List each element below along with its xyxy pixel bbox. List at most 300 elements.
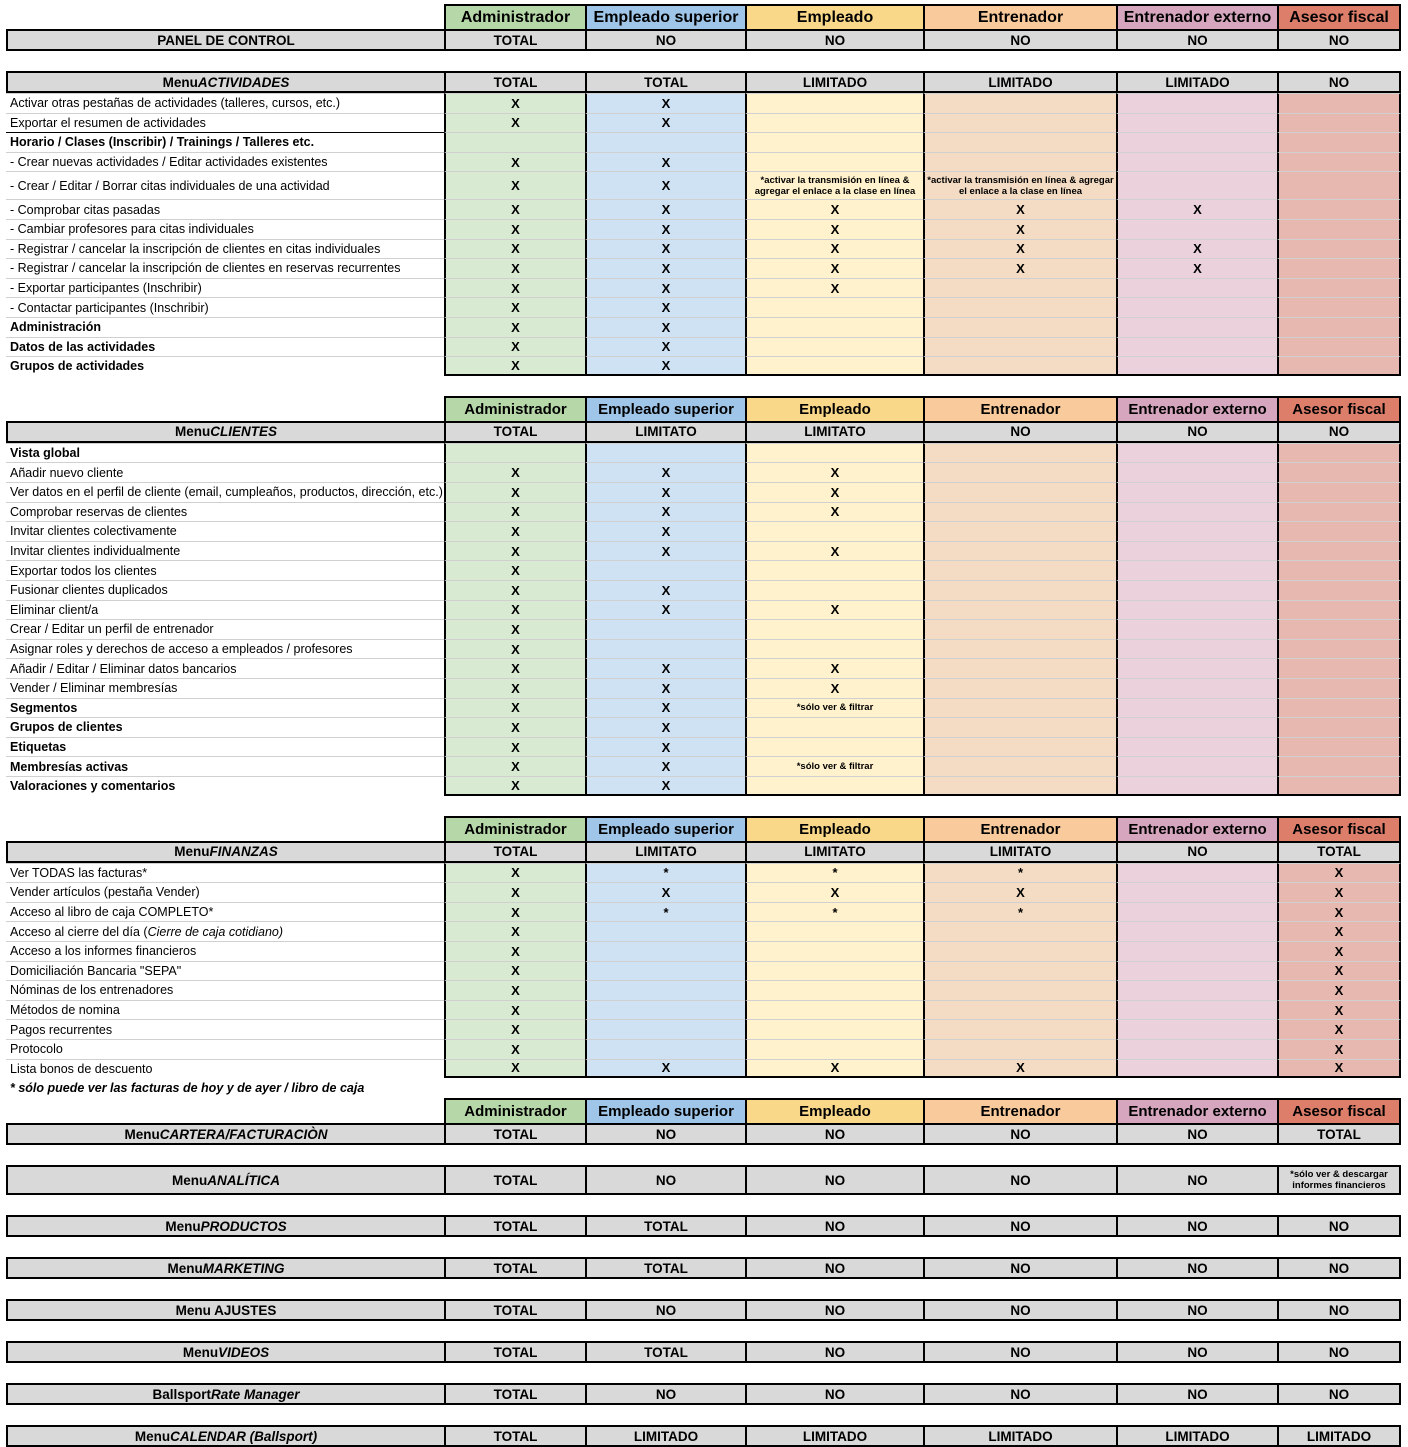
section-access-level: NO [745,1123,923,1145]
section-access-level: TOTAL [444,29,585,51]
section-access-level: NO [1116,1123,1277,1145]
permission-cell [585,560,745,580]
permission-label: Nóminas de los entrenadores [6,980,444,1000]
permission-check: X [1277,921,1401,941]
permission-cell [1116,580,1277,600]
permission-label: Protocolo [6,1039,444,1059]
permission-cell: * [745,863,923,883]
permission-label: Añadir / Editar / Eliminar datos bancarios [6,658,444,678]
permission-cell [923,560,1116,580]
permission-cell [1277,737,1401,757]
permission-label: - Registrar / cancelar la inscripción de clientes en reservas recurrentes [6,258,444,278]
permission-cell [745,1019,923,1039]
permission-note: *sólo ver & filtrar [745,756,923,776]
permission-check: X [1116,258,1277,278]
permission-cell [923,776,1116,796]
permission-cell [923,132,1116,152]
permission-label: - Cambiar profesores para citas individuales [6,219,444,239]
permission-check: X [444,678,585,698]
section-access-level: NO [1116,841,1277,863]
section-menu-label: Menu CARTERA/FACTURACIÒN [6,1123,444,1145]
permission-cell [745,580,923,600]
permission-cell [1116,882,1277,902]
permission-cell [1116,356,1277,376]
section-menu-label: Menu VIDEOS [6,1341,444,1363]
section-access-level: TOTAL [585,1257,745,1279]
permission-check: X [1277,980,1401,1000]
permission-cell [923,93,1116,113]
permission-cell [1277,776,1401,796]
section-access-level: NO [923,1299,1116,1321]
permission-cell [745,113,923,133]
section-access-level: NO [923,1341,1116,1363]
permission-check: X [745,502,923,522]
permission-cell [1277,258,1401,278]
permission-cell [1277,219,1401,239]
section-access-level: TOTAL [444,1341,585,1363]
permission-check: X [444,698,585,718]
permission-check: X [444,619,585,639]
permission-cell [585,619,745,639]
permission-label: Membresías activas [6,756,444,776]
permission-check: X [923,1059,1116,1079]
role-header-cell: Empleado superior [585,4,745,29]
section-menu-label: Menu MARKETING [6,1257,444,1279]
permission-check: X [444,1059,585,1079]
role-header-cell: Administrador [444,1098,585,1123]
permission-cell [1277,521,1401,541]
section-access-level: NO [745,1257,923,1279]
permission-label: Asignar roles y derechos de acceso a empleados / profesores [6,639,444,659]
permission-label: - Contactar participantes (Inschribir) [6,297,444,317]
section-access-level: LIMITADO [585,1425,745,1447]
role-header-cell: Empleado superior [585,396,745,421]
permission-cell [1277,443,1401,463]
permission-check: X [444,776,585,796]
permission-check: X [585,356,745,376]
permission-cell [923,1019,1116,1039]
permission-check: X [444,278,585,298]
section-menu-label: Menu AJUSTES [6,1299,444,1321]
permission-cell [745,152,923,172]
role-header-cell: Entrenador externo [1116,816,1277,841]
permission-check: X [444,980,585,1000]
permission-check: X [444,258,585,278]
permission-check: X [444,863,585,883]
permission-check: X [444,337,585,357]
permission-check: X [585,462,745,482]
permission-check: X [745,199,923,219]
permission-check: X [444,152,585,172]
section-access-level: TOTAL [444,1299,585,1321]
permission-check: X [585,600,745,620]
permission-cell [444,443,585,463]
permission-cell [1277,462,1401,482]
section-access-level: NO [585,1383,745,1405]
permission-label: Eliminar client/a [6,600,444,620]
section-access-level: TOTAL [1277,1123,1401,1145]
permission-check: X [444,756,585,776]
permission-cell [1116,482,1277,502]
permission-cell [1277,199,1401,219]
permission-cell [1277,171,1401,199]
permission-cell [745,737,923,757]
permission-check: X [444,239,585,259]
permission-label: Acceso al cierre del día ( Cierre de caja cotidiano) [6,921,444,941]
permission-check: X [585,482,745,502]
permission-check: X [585,199,745,219]
permission-cell [1116,961,1277,981]
section-access-level: LIMITADO [1277,1425,1401,1447]
role-header-cell: Empleado [745,1098,923,1123]
permission-check: X [745,882,923,902]
permission-cell [923,639,1116,659]
permission-cell [585,961,745,981]
section-access-level: NO [923,1215,1116,1237]
permission-cell [923,1039,1116,1059]
permission-check: X [444,317,585,337]
permission-label: Pagos recurrentes [6,1019,444,1039]
permission-cell [1277,502,1401,522]
permission-cell: * [585,902,745,922]
section-access-level: NO [1277,1341,1401,1363]
section-access-level: LIMITATO [923,841,1116,863]
permission-cell [1116,658,1277,678]
permission-check: X [444,219,585,239]
permission-label: Invitar clientes individualmente [6,541,444,561]
permission-cell [585,941,745,961]
permission-cell [923,462,1116,482]
permission-check: X [585,658,745,678]
permission-cell [923,356,1116,376]
section-menu-label: PANEL DE CONTROL [6,29,444,51]
section-access-level: LIMITADO [923,71,1116,93]
section-access-level: TOTAL [444,1123,585,1145]
section-access-level: NO [585,29,745,51]
permission-cell [1277,337,1401,357]
permission-check: X [585,113,745,133]
permission-cell [923,580,1116,600]
permission-check: X [444,1039,585,1059]
section-menu-label: Menu CLIENTES [6,421,444,443]
permission-label: Exportar todos los clientes [6,560,444,580]
section-access-level: TOTAL [444,841,585,863]
section-access-level: NO [923,29,1116,51]
permission-label: - Registrar / cancelar la inscripción de clientes en citas individuales [6,239,444,259]
permission-cell [1116,113,1277,133]
permission-cell [1116,337,1277,357]
section-access-level: TOTAL [444,1165,585,1195]
section-access-level: TOTAL [444,1425,585,1447]
permission-cell [745,132,923,152]
permission-cell [1277,239,1401,259]
permission-check: X [444,521,585,541]
permission-label: Acceso al libro de caja COMPLETO* [6,902,444,922]
permission-cell [1116,1039,1277,1059]
permission-check: X [444,93,585,113]
permission-check: X [923,882,1116,902]
permission-label: - Crear / Editar / Borrar citas individuales de una actividad [6,171,444,199]
role-header-cell: Entrenador externo [1116,396,1277,421]
permission-cell [1116,756,1277,776]
permission-cell [923,698,1116,718]
permission-label: Horario / Clases (Inscribir) / Trainings / Talleres etc. [6,132,444,152]
permission-label: Ver datos en el perfil de cliente (email, cumpleaños, productos, dirección, etc.) [6,482,444,502]
permission-cell [923,717,1116,737]
permission-cell [1116,541,1277,561]
permission-check: X [923,258,1116,278]
permission-cell [923,737,1116,757]
permission-check: X [745,482,923,502]
permission-check: X [585,1059,745,1079]
permission-cell [1116,443,1277,463]
section-access-level: LIMITADO [923,1425,1116,1447]
role-header-cell: Empleado superior [585,1098,745,1123]
permission-label: Datos de las actividades [6,337,444,357]
permission-cell: * [923,902,1116,922]
permission-cell [1116,521,1277,541]
permission-check: X [444,1019,585,1039]
section-access-level: NO [585,1165,745,1195]
permission-label: Exportar el resumen de actividades [6,113,444,133]
section-access-level: LIMITATO [585,421,745,443]
permission-check: X [745,219,923,239]
section-access-level: NO [1116,29,1277,51]
role-header-cell: Administrador [444,816,585,841]
permission-check: X [745,600,923,620]
permission-check: X [585,756,745,776]
permission-cell [745,717,923,737]
section-access-level: TOTAL [585,1341,745,1363]
permission-check: X [745,462,923,482]
section-access-level: NO [923,1257,1116,1279]
permission-check: X [444,717,585,737]
permission-cell [923,658,1116,678]
permission-check: X [444,580,585,600]
permission-check: X [745,678,923,698]
permission-cell [745,521,923,541]
permission-cell [745,776,923,796]
permission-check: X [444,199,585,219]
permission-cell [745,639,923,659]
section-access-level: TOTAL [585,1215,745,1237]
section-access-level: NO [1277,421,1401,443]
section-access-level: NO [1116,1299,1277,1321]
permission-cell [1277,356,1401,376]
permission-cell [585,1019,745,1039]
permission-check: X [585,297,745,317]
permission-cell [1277,482,1401,502]
permission-check: X [1116,199,1277,219]
permission-cell [1116,902,1277,922]
permission-check: X [444,961,585,981]
permission-check: X [585,776,745,796]
role-header-cell: Asesor fiscal [1277,396,1401,421]
permission-cell [1116,1059,1277,1079]
permission-check: X [585,171,745,199]
permission-cell [1116,462,1277,482]
section-access-level: NO [745,1341,923,1363]
permission-check: X [444,941,585,961]
permission-cell [745,560,923,580]
permission-cell [1116,639,1277,659]
section-access-level: NO [745,1215,923,1237]
permission-cell [745,337,923,357]
section-access-level: NO [1277,1383,1401,1405]
section-menu-label: Menu CALENDAR (Ballsport) [6,1425,444,1447]
permission-cell [444,132,585,152]
permission-check: X [585,278,745,298]
permission-cell [1116,619,1277,639]
role-header-cell: Asesor fiscal [1277,816,1401,841]
permission-check: X [923,239,1116,259]
section-access-level: TOTAL [444,1215,585,1237]
permission-check: X [444,658,585,678]
section-access-level: NO [1116,421,1277,443]
permission-cell [923,152,1116,172]
permission-cell [585,639,745,659]
permission-check: X [585,239,745,259]
permission-check: X [444,297,585,317]
permission-cell [745,961,923,981]
permission-label: Activar otras pestañas de actividades (talleres, cursos, etc.) [6,93,444,113]
permission-cell [1277,658,1401,678]
permission-cell [745,619,923,639]
permission-cell [745,1000,923,1020]
permission-label: Valoraciones y comentarios [6,776,444,796]
section-access-level: TOTAL [444,1383,585,1405]
permission-check: X [585,502,745,522]
permission-cell [923,317,1116,337]
permission-label: Administración [6,317,444,337]
permission-check: X [444,502,585,522]
permission-check: X [444,921,585,941]
section-access-level: NO [1277,1257,1401,1279]
permission-label: Domiciliación Bancaria "SEPA" [6,961,444,981]
section-access-level: NO [1116,1383,1277,1405]
permission-check: X [444,600,585,620]
permission-cell [745,980,923,1000]
permission-cell [745,93,923,113]
permission-label: Métodos de nomina [6,1000,444,1020]
permission-check: X [1277,941,1401,961]
permission-check: X [444,541,585,561]
permission-check: X [745,658,923,678]
permission-cell [745,443,923,463]
permission-cell [1277,93,1401,113]
role-header-cell: Entrenador [923,4,1116,29]
permission-cell [1277,756,1401,776]
permission-label: Comprobar reservas de clientes [6,502,444,522]
section-access-level: NO [1116,1215,1277,1237]
permission-cell [1116,776,1277,796]
permission-cell [1116,317,1277,337]
role-header-cell: Empleado superior [585,816,745,841]
permission-check: X [923,219,1116,239]
section-access-level: NO [923,1165,1116,1195]
permission-cell [923,678,1116,698]
permission-check: X [444,171,585,199]
permission-cell [1116,219,1277,239]
permission-cell [1277,317,1401,337]
permission-cell [1116,297,1277,317]
permission-cell: * [923,863,1116,883]
section-access-level: TOTAL [1277,841,1401,863]
permission-check: X [585,219,745,239]
permission-cell [1277,132,1401,152]
permission-check: X [444,482,585,502]
permission-cell [585,443,745,463]
section-access-level: NO [745,1299,923,1321]
permission-check: X [585,152,745,172]
permission-check: X [585,337,745,357]
section-access-level: NO [745,1165,923,1195]
permission-cell [1116,863,1277,883]
permission-check: X [585,882,745,902]
permission-cell [1116,278,1277,298]
permission-cell [1116,560,1277,580]
section-access-level: LIMITATO [745,421,923,443]
permission-check: X [585,737,745,757]
permission-check: X [585,698,745,718]
section-menu-label: Menu ACTIVIDADES [6,71,444,93]
permission-cell [745,297,923,317]
section-access-level: NO [745,29,923,51]
permission-cell [923,941,1116,961]
section-access-level: NO [585,1299,745,1321]
permission-cell [1116,1000,1277,1020]
section-access-level: *sólo ver & descargar informes financieros [1277,1165,1401,1195]
permission-cell [1116,1019,1277,1039]
role-header-cell: Asesor fiscal [1277,4,1401,29]
permission-label: Grupos de clientes [6,717,444,737]
permission-label: - Comprobar citas pasadas [6,199,444,219]
section-access-level: NO [1116,1165,1277,1195]
permission-cell [1277,639,1401,659]
permission-cell [1116,502,1277,522]
permission-check: X [444,902,585,922]
permission-cell [1277,619,1401,639]
permission-label: Añadir nuevo cliente [6,462,444,482]
permission-check: X [585,258,745,278]
permission-check: X [1277,882,1401,902]
permission-label: Crear / Editar un perfil de entrenador [6,619,444,639]
role-header-cell: Entrenador externo [1116,1098,1277,1123]
role-header-cell: Asesor fiscal [1277,1098,1401,1123]
section-access-level: NO [1277,1299,1401,1321]
permission-check: X [585,317,745,337]
permission-check: X [1277,1000,1401,1020]
section-access-level: NO [1116,1257,1277,1279]
section-access-level: TOTAL [444,1257,585,1279]
permission-check: X [444,639,585,659]
permission-cell [1116,737,1277,757]
section-access-level: LIMITADO [1116,71,1277,93]
permission-check: X [745,541,923,561]
permission-check: X [444,356,585,376]
permission-label: Vista global [6,443,444,463]
permission-cell: * [585,863,745,883]
section-access-level: NO [585,1123,745,1145]
permission-note: *activar la transmisión en línea & agregar el enlace a la clase en línea [923,171,1116,199]
permission-label: Fusionar clientes duplicados [6,580,444,600]
permission-cell [585,980,745,1000]
role-header-cell: Empleado [745,4,923,29]
permission-check: X [444,882,585,902]
permission-cell [1116,921,1277,941]
section-access-level: LIMITATO [585,841,745,863]
permission-cell [923,337,1116,357]
